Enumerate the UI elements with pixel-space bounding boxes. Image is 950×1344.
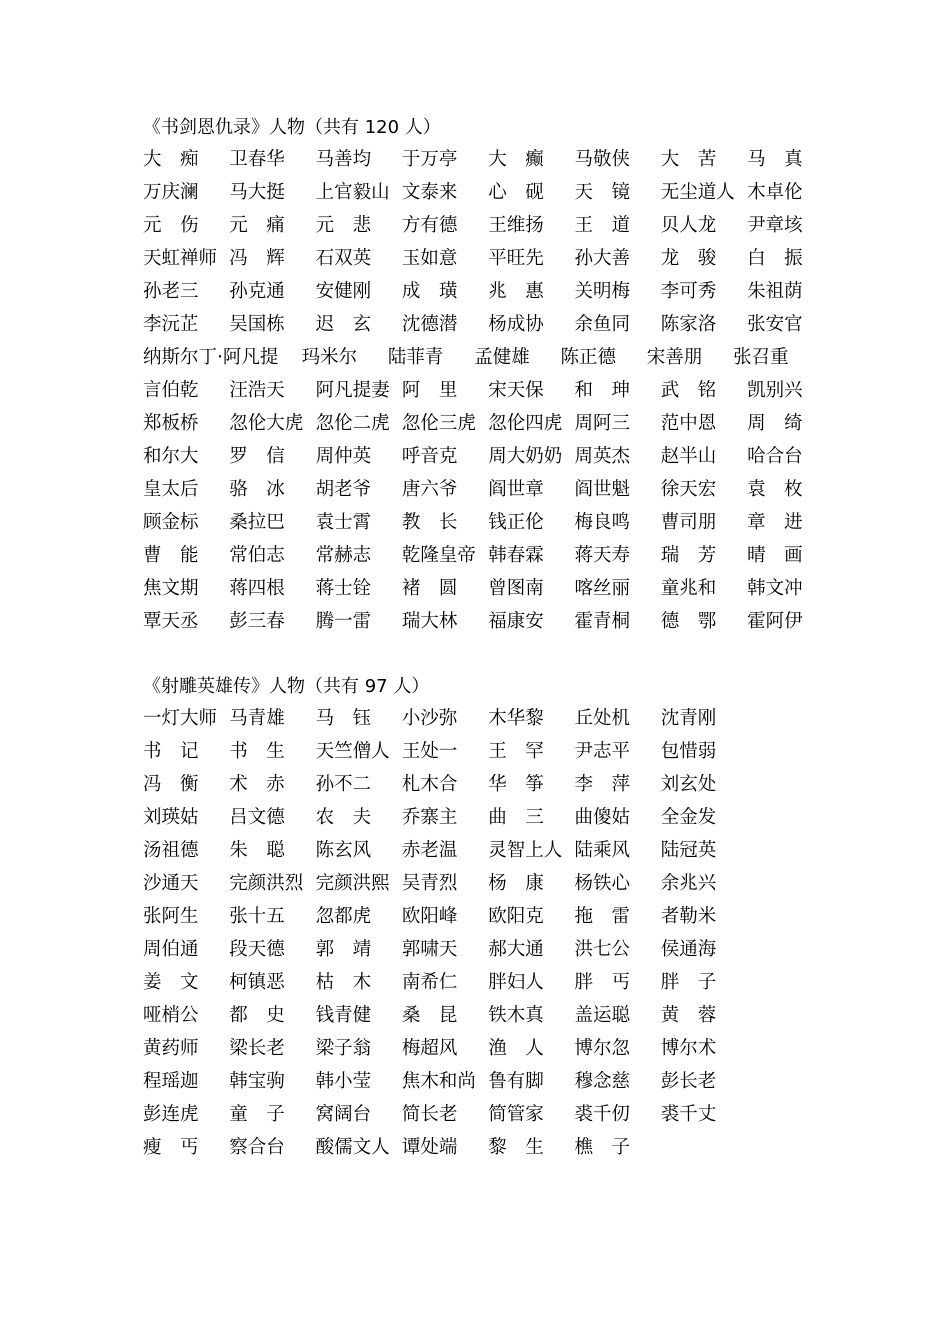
character-name: 天虹禅师 (143, 248, 218, 269)
character-name: 宋天保 (488, 380, 544, 401)
character-name: 察合台 (229, 1137, 285, 1158)
character-name: 华 筝 (488, 774, 544, 795)
character-name: 沈德潜 (401, 314, 458, 335)
character-name: 汤祖德 (143, 840, 199, 861)
character-name: 木卓伦 (747, 182, 803, 203)
character-name: 方有德 (401, 215, 458, 236)
character-name: 教 长 (401, 512, 458, 533)
character-name: 马 钰 (315, 708, 372, 729)
character-name: 王维扬 (488, 215, 544, 236)
character-name: 文泰来 (401, 182, 458, 203)
character-name: 吴青烈 (401, 873, 458, 894)
character-name: 大 癫 (488, 149, 544, 170)
character-name: 术 赤 (229, 774, 285, 795)
character-name: 洪七公 (574, 939, 630, 960)
character-name: 关明梅 (574, 281, 630, 302)
character-name: 钱正伦 (488, 512, 544, 533)
character-name: 晴 画 (747, 545, 803, 566)
character-name: 铁木真 (488, 1005, 544, 1026)
character-name-grid (143, 702, 833, 1164)
character-name: 孙老三 (143, 281, 199, 302)
character-name: 梅超风 (401, 1038, 458, 1059)
section-shediao-yingxiong-zhuan (143, 671, 833, 1164)
character-name: 石双英 (315, 248, 372, 269)
character-name: 黄 蓉 (660, 1005, 717, 1026)
character-name: 大 痴 (143, 149, 199, 170)
character-name: 桑 昆 (401, 1005, 458, 1026)
character-name: 元 痛 (229, 215, 285, 236)
character-name: 吴国栋 (229, 314, 285, 335)
character-name: 丘处机 (574, 708, 630, 729)
character-name: 陆冠英 (660, 840, 717, 861)
character-name: 哑梢公 (143, 1005, 199, 1026)
character-name: 蒋士铨 (315, 578, 372, 599)
character-name: 王处一 (401, 741, 458, 762)
character-name: 瑞大林 (401, 611, 458, 632)
character-name: 皇太后 (143, 479, 199, 500)
character-name: 穆念慈 (574, 1071, 630, 1092)
character-name: 万庆澜 (143, 182, 199, 203)
character-name: 简长老 (401, 1104, 458, 1125)
character-name: 桑拉巴 (229, 512, 285, 533)
character-name: 福康安 (488, 611, 544, 632)
character-name: 袁士霄 (315, 512, 372, 533)
character-name: 忽伦四虎 (488, 413, 563, 434)
character-name: 张十五 (229, 906, 285, 927)
character-name: 周英杰 (574, 446, 630, 467)
character-name: 韩宝驹 (229, 1071, 285, 1092)
character-name: 张安官 (747, 314, 803, 335)
character-name: 德 鄂 (660, 611, 717, 632)
character-name: 贝人龙 (660, 215, 717, 236)
character-name: 平旺先 (488, 248, 544, 269)
character-name: 腾一雷 (315, 611, 372, 632)
character-name: 陆菲青 (387, 347, 444, 368)
character-name: 胖妇人 (488, 972, 544, 993)
character-name: 周 绮 (747, 413, 803, 434)
character-name: 南希仁 (401, 972, 458, 993)
character-name: 包惜弱 (660, 741, 717, 762)
character-name: 黎 生 (488, 1137, 544, 1158)
character-name: 兆 惠 (488, 281, 544, 302)
character-name: 曹 能 (143, 545, 199, 566)
character-name: 瑞 芳 (660, 545, 717, 566)
character-name: 常伯志 (229, 545, 285, 566)
character-name: 彭三春 (229, 611, 285, 632)
character-name: 玛米尔 (301, 347, 358, 368)
character-name: 赵半山 (660, 446, 717, 467)
character-name: 余兆兴 (660, 873, 717, 894)
character-name: 韩小莹 (315, 1071, 372, 1092)
character-name: 李沅芷 (143, 314, 199, 335)
character-name: 姜 文 (143, 972, 199, 993)
character-name: 陈正德 (560, 347, 616, 368)
character-name: 小沙弥 (401, 708, 458, 729)
character-name: 阎世章 (488, 479, 544, 500)
character-name: 心 砚 (488, 182, 544, 203)
character-name: 王 道 (574, 215, 630, 236)
character-name: 无尘道人 (660, 182, 735, 203)
character-name: 覃天丞 (143, 611, 199, 632)
character-name: 都 史 (229, 1005, 285, 1026)
section-title: 《书剑恩仇录》人物（共有 120 人） (143, 117, 441, 138)
character-name: 鲁有脚 (488, 1071, 544, 1092)
character-name: 元 伤 (143, 215, 199, 236)
character-name: 褚 圆 (401, 578, 458, 599)
character-name: 曹司朋 (660, 512, 717, 533)
character-name: 凯别兴 (747, 380, 803, 401)
character-name: 焦文期 (143, 578, 199, 599)
character-name: 曲傻姑 (574, 807, 630, 828)
character-name: 冯 辉 (229, 248, 285, 269)
character-name: 朱祖荫 (747, 281, 803, 302)
character-name: 渔 人 (488, 1038, 544, 1059)
character-name: 马善均 (315, 149, 372, 170)
character-name: 柯镇恶 (229, 972, 285, 993)
character-name: 韩文冲 (747, 578, 803, 599)
character-name: 周大奶奶 (488, 446, 563, 467)
character-name: 周阿三 (574, 413, 630, 434)
character-name: 钱青健 (315, 1005, 372, 1026)
character-name: 博尔术 (660, 1038, 717, 1059)
character-name: 孙克通 (229, 281, 285, 302)
character-name: 大 苦 (660, 149, 717, 170)
character-name: 忽伦三虎 (401, 413, 476, 434)
character-name: 阿凡提妻 (315, 380, 390, 401)
character-name: 郭啸天 (401, 939, 458, 960)
character-name: 陈玄风 (315, 840, 372, 861)
character-name: 完颜洪烈 (229, 873, 304, 894)
character-name: 袁 枚 (747, 479, 803, 500)
character-name: 者勒米 (660, 906, 717, 927)
character-name: 郭 靖 (315, 939, 372, 960)
character-name: 和尔大 (143, 446, 199, 467)
character-name: 裘千仞 (574, 1104, 630, 1125)
character-name: 欧阳克 (488, 906, 544, 927)
character-name: 谭处端 (401, 1137, 458, 1158)
character-name: 上官毅山 (315, 182, 390, 203)
character-name: 裘千丈 (660, 1104, 717, 1125)
character-name: 一灯大师 (143, 708, 218, 729)
character-name: 玉如意 (401, 248, 458, 269)
character-name: 郝大通 (488, 939, 544, 960)
character-name: 程瑶迦 (143, 1071, 199, 1092)
character-name: 杨铁心 (574, 873, 630, 894)
character-name: 蒋四根 (229, 578, 285, 599)
character-name: 马大挺 (229, 182, 285, 203)
character-name: 天 镜 (574, 182, 630, 203)
character-name: 孙不二 (315, 774, 372, 795)
character-name: 杨成协 (488, 314, 544, 335)
character-name: 马青雄 (229, 708, 285, 729)
section-shujian-enchou-lu (143, 112, 833, 638)
character-name: 余鱼同 (574, 314, 630, 335)
character-name: 武 铭 (660, 380, 717, 401)
character-name: 王 罕 (488, 741, 544, 762)
character-name: 陈家洛 (660, 314, 717, 335)
character-name: 梅良鸣 (574, 512, 630, 533)
character-name: 酸儒文人 (315, 1137, 390, 1158)
section-title: 《射雕英雄传》人物（共有 97 人） (143, 676, 430, 697)
character-name: 盖运聪 (574, 1005, 630, 1026)
character-name: 张召重 (733, 347, 789, 368)
character-name: 尹志平 (574, 741, 630, 762)
character-name: 元 悲 (315, 215, 372, 236)
character-name: 哈合台 (747, 446, 803, 467)
character-name: 宋善朋 (646, 347, 703, 368)
character-name: 杨 康 (488, 873, 544, 894)
character-name: 梁长老 (229, 1038, 285, 1059)
character-name: 唐六爷 (401, 479, 458, 500)
character-name: 刘瑛姑 (143, 807, 199, 828)
character-name: 博尔忽 (574, 1038, 630, 1059)
character-name: 汪浩天 (229, 380, 285, 401)
character-name: 罗 信 (229, 446, 285, 467)
character-name: 欧阳峰 (401, 906, 458, 927)
character-name: 张阿生 (143, 906, 199, 927)
character-name: 骆 冰 (229, 479, 285, 500)
character-name: 言伯乾 (143, 380, 199, 401)
character-name: 农 夫 (315, 807, 372, 828)
character-name: 忽伦二虎 (315, 413, 390, 434)
character-name: 忽都虎 (315, 906, 372, 927)
character-name: 胖 丐 (574, 972, 630, 993)
character-name: 马 真 (747, 149, 803, 170)
character-name: 霍青桐 (574, 611, 630, 632)
character-name: 霍阿伊 (747, 611, 803, 632)
character-name: 黄药师 (143, 1038, 199, 1059)
character-name: 札木合 (401, 774, 458, 795)
character-name: 尹章垓 (747, 215, 803, 236)
character-name: 周伯通 (143, 939, 199, 960)
character-name: 木华黎 (488, 708, 544, 729)
character-name: 沈青刚 (660, 708, 717, 729)
character-name: 李 萍 (574, 774, 630, 795)
character-name-grid (143, 143, 833, 638)
character-name: 孙大善 (574, 248, 630, 269)
character-name: 常赫志 (315, 545, 372, 566)
character-name: 冯 衡 (143, 774, 199, 795)
character-name: 章 进 (747, 512, 803, 533)
character-name: 范中恩 (660, 413, 717, 434)
character-name: 李可秀 (660, 281, 717, 302)
character-name: 孟健雄 (474, 347, 530, 368)
character-name: 窝阔台 (315, 1104, 372, 1125)
character-name: 安健刚 (315, 281, 372, 302)
character-name: 瘦 丐 (143, 1137, 199, 1158)
character-name: 樵 子 (574, 1137, 630, 1158)
character-name: 书 生 (229, 741, 285, 762)
character-name: 彭长老 (660, 1071, 717, 1092)
character-name: 乾隆皇帝 (401, 545, 476, 566)
character-name: 呼音克 (401, 446, 458, 467)
character-name: 焦木和尚 (401, 1071, 476, 1092)
character-name: 韩春霖 (488, 545, 544, 566)
character-name: 乔寨主 (401, 807, 458, 828)
character-name: 周仲英 (315, 446, 372, 467)
character-name: 拖 雷 (574, 906, 630, 927)
character-name: 迟 玄 (315, 314, 372, 335)
character-name: 全金发 (660, 807, 717, 828)
character-name: 简管家 (488, 1104, 544, 1125)
character-name: 马敬侠 (574, 149, 630, 170)
character-name: 沙通天 (143, 873, 199, 894)
character-name: 天竺僧人 (315, 741, 390, 762)
character-name: 陆乘风 (574, 840, 630, 861)
character-name: 胡老爷 (315, 479, 372, 500)
character-name: 刘玄处 (660, 774, 717, 795)
character-name: 忽伦大虎 (229, 413, 304, 434)
character-name: 朱 聪 (229, 840, 285, 861)
character-name: 胖 子 (660, 972, 717, 993)
character-name: 阎世魁 (574, 479, 630, 500)
character-name: 喀丝丽 (574, 578, 630, 599)
character-name: 郑板桥 (143, 413, 199, 434)
character-name: 童 子 (229, 1104, 285, 1125)
character-name: 龙 骏 (660, 248, 717, 269)
character-name: 曾图南 (488, 578, 544, 599)
character-name: 灵智上人 (488, 840, 563, 861)
character-name: 顾金标 (143, 512, 199, 533)
character-name: 和 珅 (574, 380, 630, 401)
character-name: 完颜洪熙 (315, 873, 390, 894)
character-name: 枯 木 (315, 972, 372, 993)
character-name: 侯通海 (660, 939, 717, 960)
character-name: 吕文德 (229, 807, 285, 828)
character-name: 书 记 (143, 741, 199, 762)
character-name: 梁子翁 (315, 1038, 372, 1059)
character-name: 曲 三 (488, 807, 544, 828)
character-name: 徐天宏 (660, 479, 717, 500)
character-name: 卫春华 (229, 149, 285, 170)
character-name: 段天德 (229, 939, 285, 960)
character-name: 蒋天寿 (574, 545, 630, 566)
character-name: 彭连虎 (143, 1104, 199, 1125)
character-name: 赤老温 (401, 840, 458, 861)
character-name: 阿 里 (401, 380, 458, 401)
character-name: 白 振 (747, 248, 803, 269)
character-name: 童兆和 (660, 578, 717, 599)
character-name: 纳斯尔丁·阿凡提 (143, 347, 279, 368)
character-name: 成 璜 (401, 281, 458, 302)
character-name: 于万亭 (401, 149, 458, 170)
